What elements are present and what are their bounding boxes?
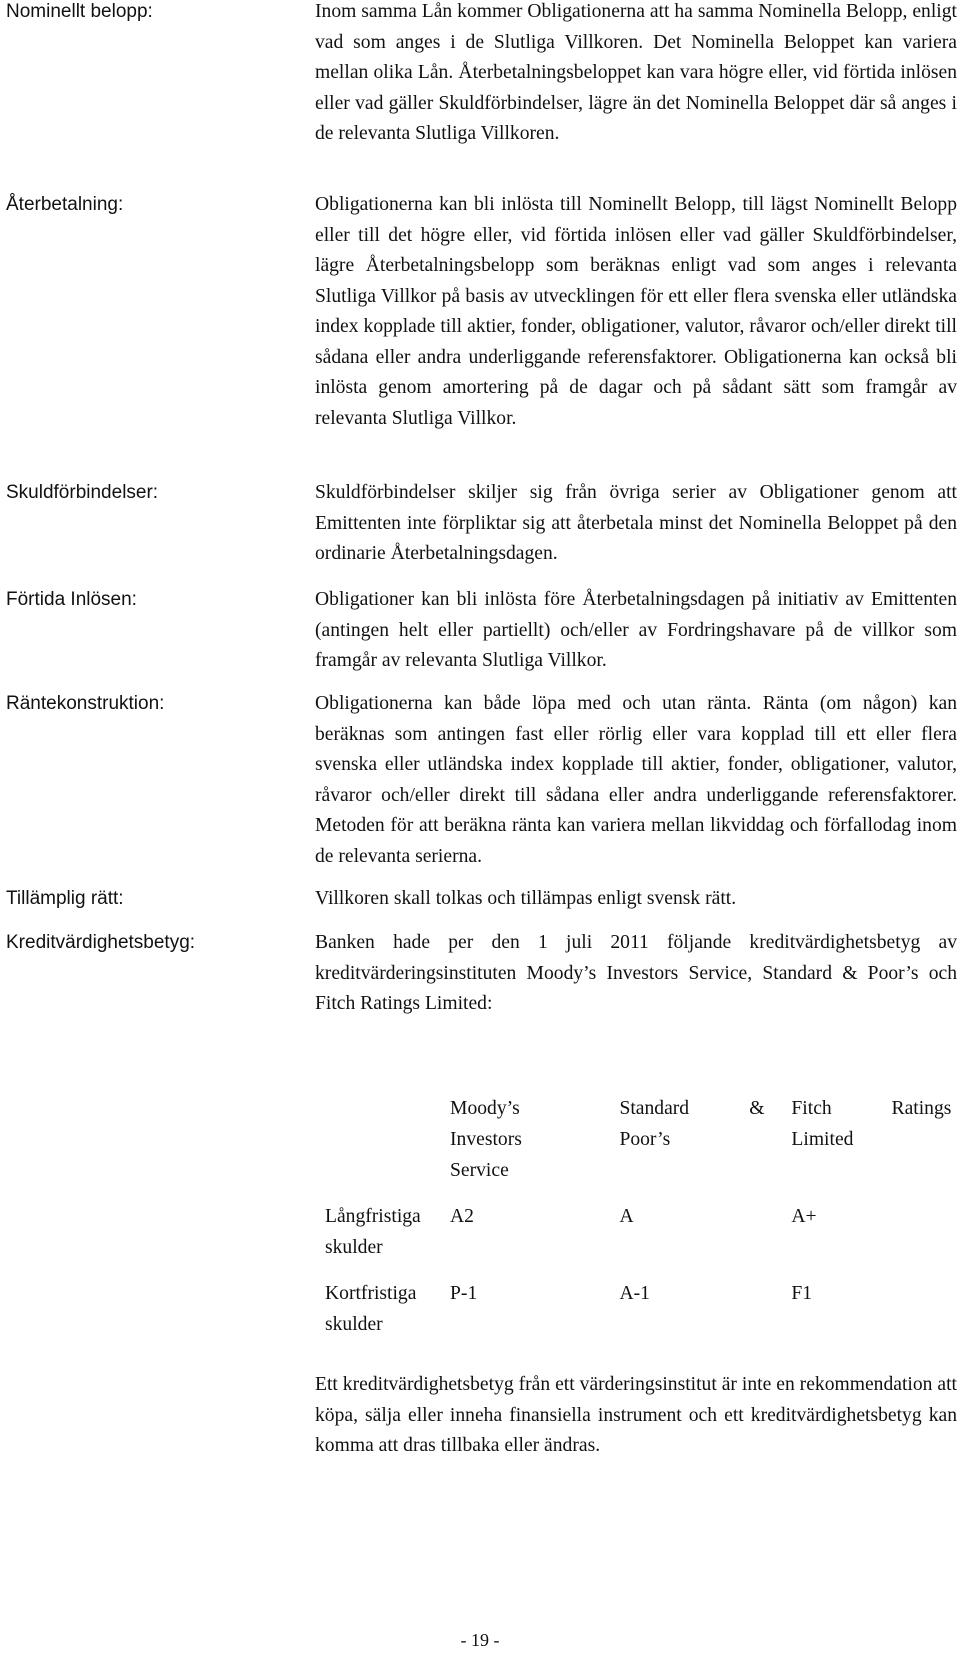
term-text-kreditvardighetsbetyg: Banken hade per den 1 juli 2011 följande kreditvärdighetsbetyg av kreditvärderingsinstituten Moody’s Investors Service, Standard & Poor’s och Fitch Ratings Limited: bbox=[315, 932, 957, 1014]
term-text-rantekonstruktion: Obligationerna kan både löpa med och utan ränta. Ränta (om någon) kan beräknas som antingen fast eller rörlig eller vara kopplad till ett eller flera svenska eller utländska index kopplade till aktier, fonder, obligationer, valutor, råvaror och/eller direkt till sådana eller andra underliggande referensfaktorer. Metoden för att beräkna ränta kan variera mellan likviddag och förfallodag inom de relevanta serierna. bbox=[315, 693, 957, 867]
rating-sp-short: A-1 bbox=[619, 1283, 650, 1304]
term-text-aterbetalning: Obligationerna kan bli inlösta till Nominellt Belopp, till lägst Nominellt Belopp eller till det högre eller, vid förtida inlösen eller vad gäller Skuldförbindelser, lägre Återbetalningsbelopp som beräknas enligt vad som anges i relevanta Slutliga Villkor på basis av utvecklingen för ett eller flera svenska eller utländska index kopplade till aktier, fonder, obligationer, valutor, råvaror och/eller direkt till sådana eller andra underliggande referensfaktorer. Obligationerna kan också bli inlösta genom amortering på de dagar och på sådant sätt som framgår av relevanta Slutliga Villkor. bbox=[315, 194, 957, 429]
credit-ratings-table bbox=[315, 1093, 957, 1340]
term-label-tillamplig-ratt: Tillämplig rätt: bbox=[6, 888, 124, 909]
header-standard-poors bbox=[619, 1093, 791, 1186]
term-text-nominellt-belopp: Inom samma Lån kommer Obligationerna att ha samma Nominella Belopp, enligt vad som anges i de Slutliga Villkoren. Det Nominella Beloppet kan variera mellan olika Lån. Återbetalningsbeloppet kan vara högre eller, vid förtida inlösen eller vad gäller Skuldförbindelser, lägre än det Nominella Beloppet där så anges i de relevanta Slutliga Villkoren. bbox=[315, 1, 957, 144]
row-label-long-term-text: Långfristiga skulder bbox=[325, 1206, 421, 1258]
ratings-row-long-term bbox=[315, 1186, 957, 1263]
rating-fitch-long: A+ bbox=[791, 1206, 817, 1227]
rating-moodys-long: A2 bbox=[450, 1206, 474, 1227]
header-moodys bbox=[450, 1093, 619, 1186]
row-label-long-term bbox=[315, 1186, 450, 1263]
term-text-fortida-inlosen: Obligationer kan bli inlösta före Återbetalningsdagen på initiativ av Emittenten (antingen helt eller partiellt) och/eller av Fordringshavare på de villkor som framgår av relevanta Slutliga Villkor. bbox=[315, 589, 957, 671]
row-label-short-term bbox=[315, 1263, 450, 1340]
page-number: - 19 - bbox=[460, 1630, 500, 1650]
term-label-rantekonstruktion: Räntekonstruktion: bbox=[6, 693, 165, 714]
term-label-nominellt-belopp: Nominellt belopp: bbox=[6, 1, 153, 22]
header-fitch bbox=[791, 1093, 957, 1186]
header-standard-poors-text: Standard & Poor’s bbox=[619, 1098, 765, 1150]
rating-fitch-short: F1 bbox=[791, 1283, 813, 1304]
term-text-tillamplig-ratt: Villkoren skall tolkas och tillämpas enligt svensk rätt. bbox=[315, 888, 737, 909]
header-moodys-text: Moody’s Investors Service bbox=[450, 1098, 522, 1181]
row-label-short-term-text: Kortfristiga skulder bbox=[325, 1283, 417, 1335]
rating-moodys-short: P-1 bbox=[450, 1283, 478, 1304]
term-label-aterbetalning: Återbetalning: bbox=[6, 194, 124, 215]
term-label-skuldforbindelser: Skuldförbindelser: bbox=[6, 482, 159, 503]
ratings-corner-cell bbox=[315, 1093, 450, 1186]
ratings-header-row bbox=[315, 1093, 957, 1186]
rating-disclaimer: Ett kreditvärdighetsbetyg från ett värderingsinstitut är inte en rekommendation att köpa, sälja eller inneha finansiella instrument och ett kreditvärdighetsbetyg kan komma att dras tillbaka eller ändras. bbox=[315, 1374, 957, 1456]
header-fitch-text: Fitch Ratings Limited bbox=[791, 1098, 952, 1150]
ratings-row-short-term bbox=[315, 1263, 957, 1340]
term-text-skuldforbindelser: Skuldförbindelser skiljer sig från övriga serier av Obligationer genom att Emittenten inte förpliktar sig att återbetala minst det Nominella Beloppet på den ordinarie Återbetalningsdagen. bbox=[315, 482, 957, 564]
rating-sp-long: A bbox=[619, 1206, 634, 1227]
term-label-kreditvardighetsbetyg: Kreditvärdighetsbetyg: bbox=[6, 932, 196, 953]
term-label-fortida-inlosen: Förtida Inlösen: bbox=[6, 589, 137, 610]
